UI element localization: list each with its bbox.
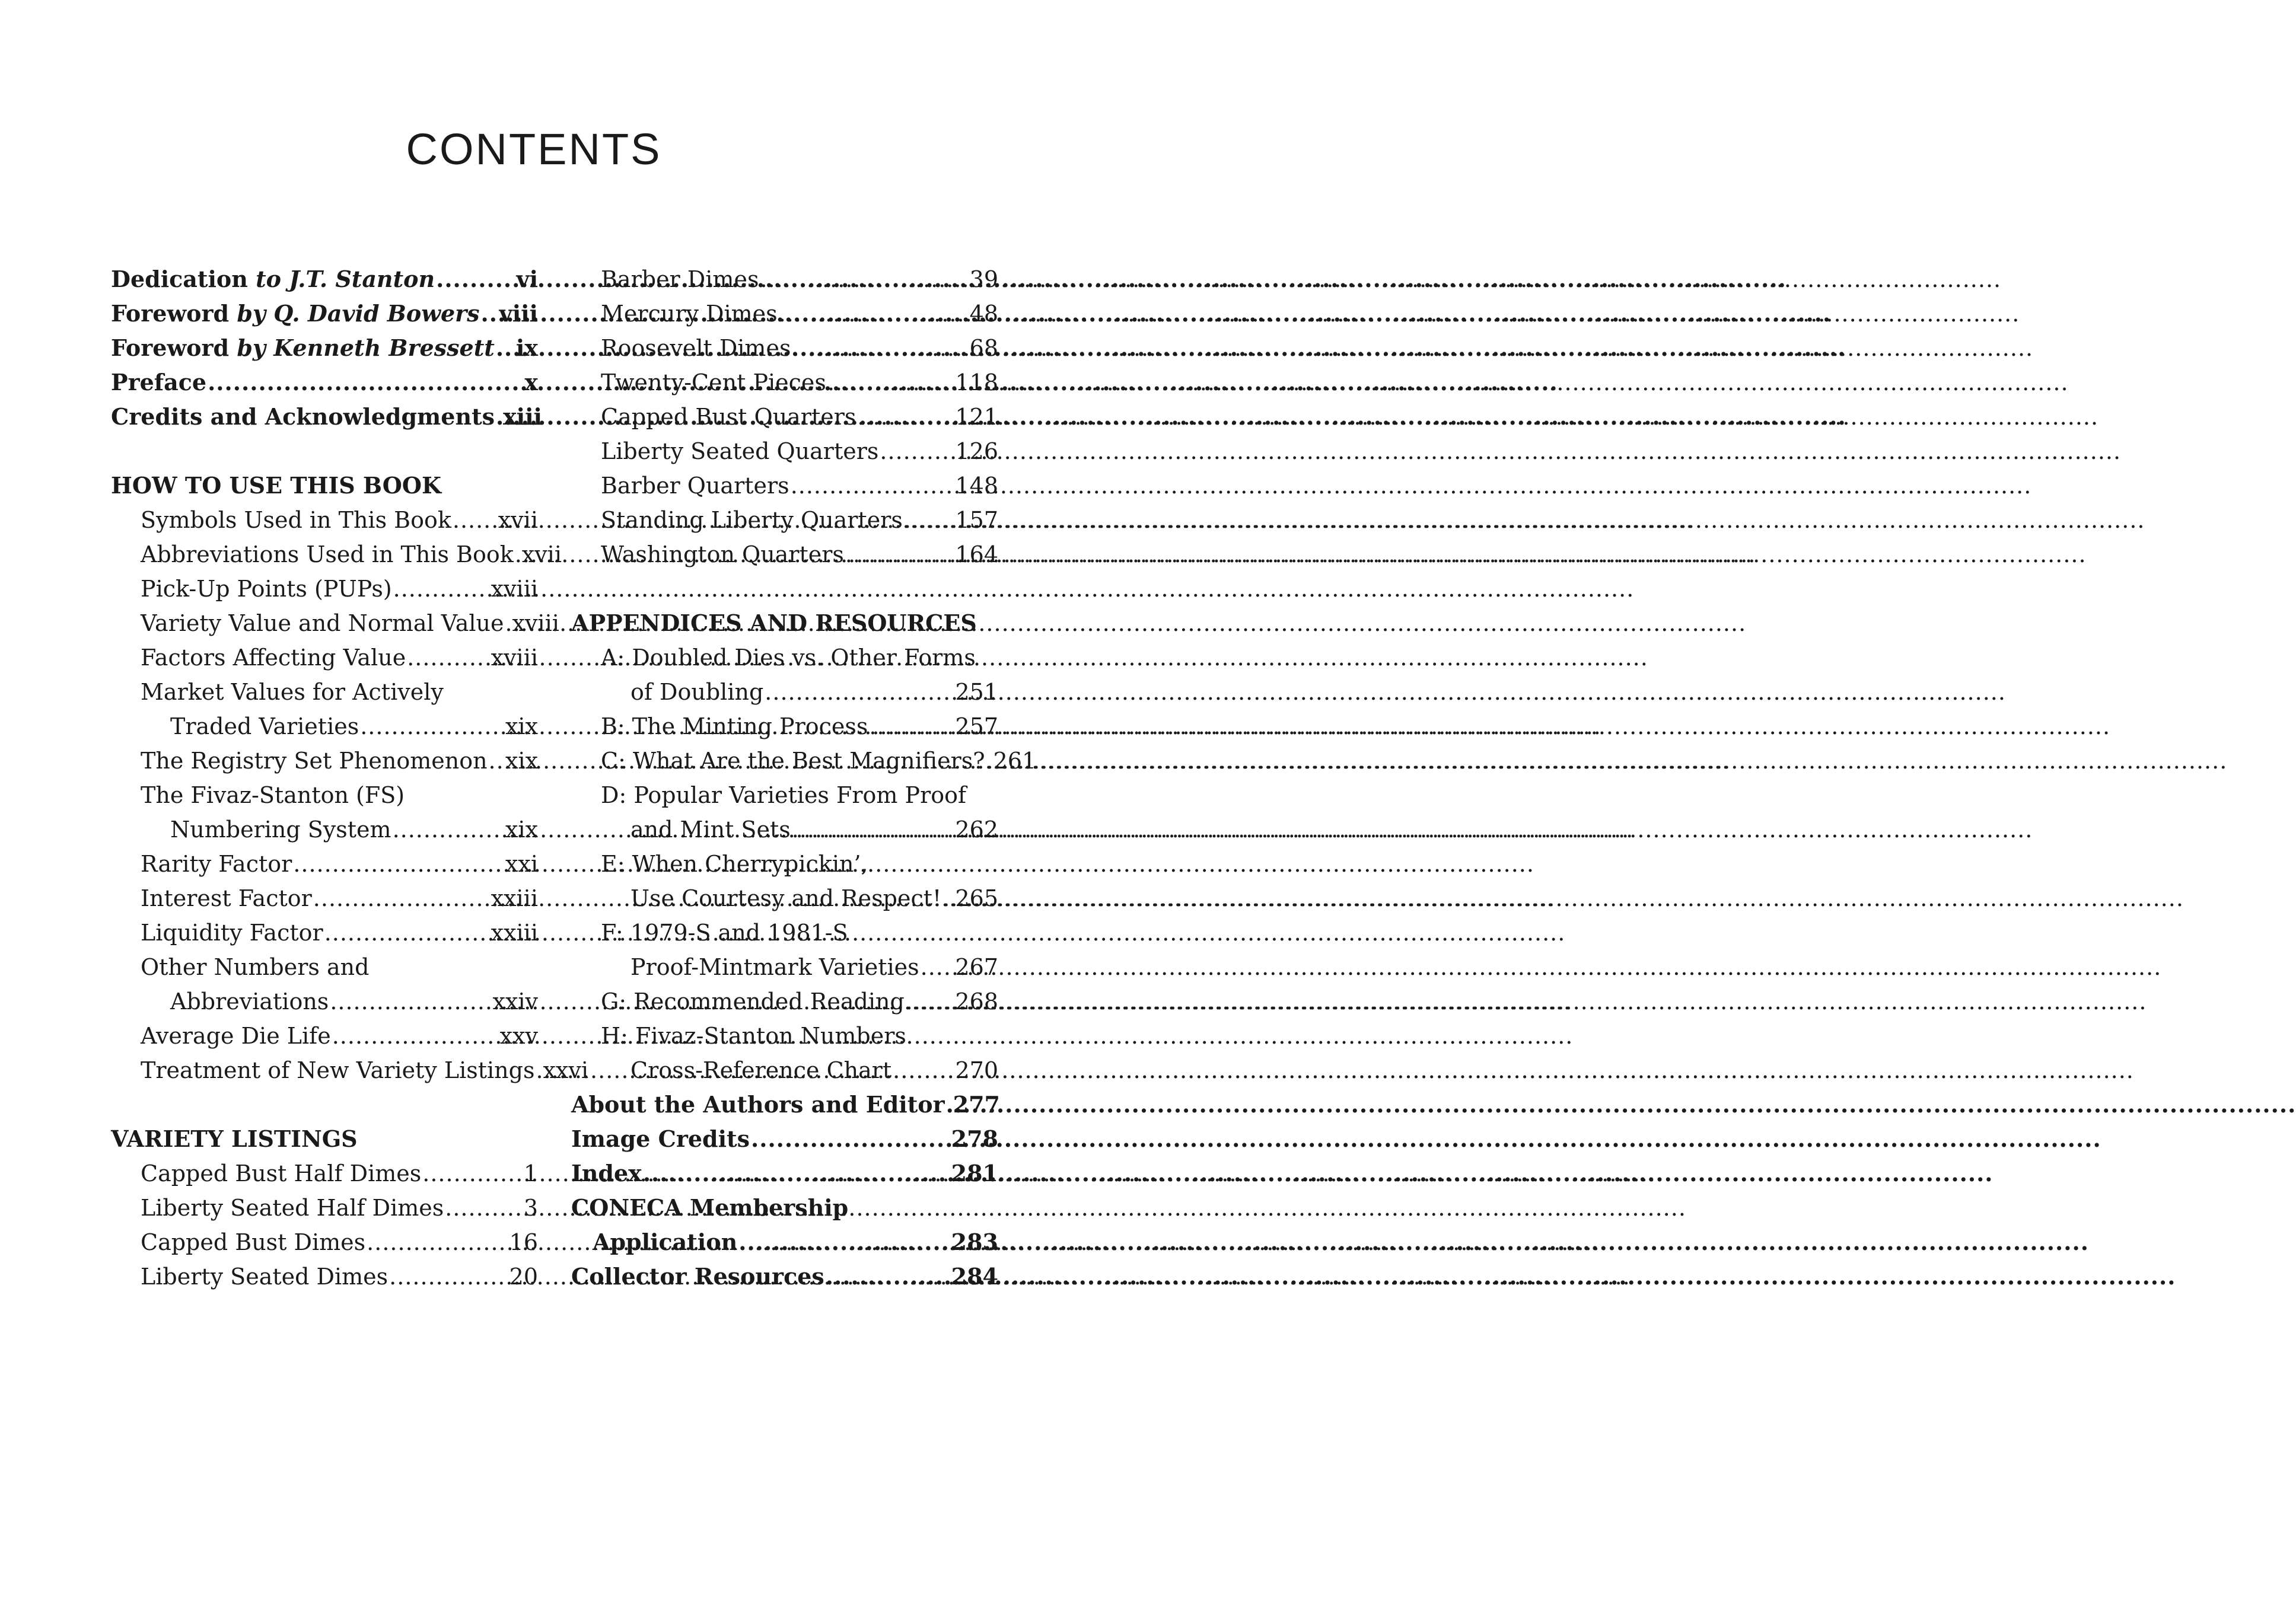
toc-entry[interactable] <box>111 1225 538 1259</box>
toc-entry-label: Average Die Life <box>141 1023 331 1049</box>
leader-dots <box>792 331 968 365</box>
leader-dots <box>845 537 954 572</box>
toc-entry-label: Cross-Reference Chart <box>630 1057 892 1083</box>
toc-entry-continuation[interactable] <box>571 881 998 916</box>
toc-page-number: xxi <box>505 851 538 877</box>
leader-dots <box>765 675 954 709</box>
toc-entry-dedication[interactable] <box>111 262 538 296</box>
toc-page-number: x <box>524 369 538 396</box>
leader-dots <box>436 262 515 296</box>
leader-dots <box>324 916 490 950</box>
toc-entry[interactable] <box>111 503 538 537</box>
toc-entry-label: Roosevelt Dimes <box>601 335 791 361</box>
toc-entry-label: Twenty-Cent Pieces <box>601 369 826 396</box>
contents-column-left <box>111 262 588 1294</box>
toc-entry[interactable] <box>571 296 998 331</box>
toc-entry[interactable] <box>571 503 998 537</box>
toc-entry-label: Capped Bust Half Dimes <box>141 1160 422 1187</box>
toc-entry[interactable] <box>111 916 538 950</box>
leader-dots <box>407 640 489 675</box>
toc-entry-continuation[interactable] <box>571 1053 998 1087</box>
toc-page-number: 262 <box>955 817 998 843</box>
toc-entry-label: and Mint Sets <box>630 817 791 843</box>
toc-entry-foreword-bressett[interactable] <box>111 331 538 365</box>
toc-page-number: 121 <box>955 404 998 430</box>
toc-entry-preface[interactable] <box>111 365 538 400</box>
toc-page-number: viii <box>499 300 538 327</box>
toc-entry-continuation[interactable] <box>571 950 998 984</box>
toc-page-number: 281 <box>951 1160 998 1187</box>
leader-dots <box>904 503 954 537</box>
toc-entry-label: Collector Resources <box>571 1263 824 1290</box>
toc-entry[interactable] <box>111 1053 588 1087</box>
toc-entry-label: B: The Minting Process <box>601 713 868 739</box>
toc-entry-continuation[interactable] <box>571 812 998 847</box>
toc-entry-label: The Fivaz-Stanton (FS) <box>141 782 405 808</box>
toc-entry-credits[interactable] <box>111 400 542 434</box>
section-heading-variety-listings: VARIETY LISTINGS <box>111 1125 358 1152</box>
toc-entry-label: About the Authors and Editor <box>571 1091 945 1118</box>
toc-entry-continuation[interactable] <box>111 984 538 1019</box>
toc-page-number: 157 <box>955 507 998 533</box>
toc-page-number: 284 <box>951 1263 998 1290</box>
leader-dots <box>921 950 954 984</box>
toc-entry-label: Foreword <box>111 334 230 361</box>
toc-page-number: 257 <box>955 713 998 739</box>
toc-entry-label: Other Numbers and <box>141 954 370 980</box>
toc-entry[interactable] <box>111 675 538 709</box>
toc-entry-label: Use Courtesy and Respect! <box>630 885 942 911</box>
toc-page-number: 16 <box>509 1229 538 1255</box>
toc-page-number: 48 <box>969 301 998 327</box>
toc-entry-label: F: 1979-S and 1981-S <box>601 920 848 946</box>
toc-entry-label: C: What Are the Best Magnifiers? <box>601 748 985 774</box>
toc-entry-label: Index <box>571 1160 642 1187</box>
toc-entry-label: D: Popular Varieties From Proof <box>601 782 967 808</box>
toc-page-number: 261 <box>993 748 1037 774</box>
toc-entry-label: Washington Quarters <box>601 541 844 567</box>
toc-entry-label: Capped Bust Quarters <box>601 404 856 430</box>
toc-entry[interactable] <box>111 950 538 984</box>
toc-entry[interactable] <box>111 744 538 778</box>
toc-entry[interactable] <box>571 744 1037 778</box>
toc-page-number: 68 <box>969 335 998 361</box>
toc-entry[interactable] <box>571 640 998 675</box>
toc-page-number: 118 <box>955 369 998 396</box>
toc-page-number: 283 <box>951 1229 998 1255</box>
toc-page-number: xvii <box>498 507 538 533</box>
toc-page-number: 126 <box>955 438 998 464</box>
toc-page-number: xxiv <box>492 988 538 1015</box>
toc-entry-continuation[interactable] <box>571 1225 998 1259</box>
leader-dots <box>906 984 954 1019</box>
leader-dots <box>360 709 504 744</box>
toc-page-number: 148 <box>955 473 998 499</box>
toc-entry-label: Abbreviations Used in This Book <box>141 541 514 567</box>
toc-entry-about-authors[interactable] <box>571 1087 998 1122</box>
toc-page-number: xvii <box>521 541 562 567</box>
toc-entry-label: Numbering System <box>170 817 391 843</box>
toc-page-number: 3 <box>523 1195 538 1221</box>
leader-dots <box>893 1053 954 1087</box>
toc-entry[interactable] <box>571 331 998 365</box>
toc-entry[interactable] <box>571 709 998 744</box>
toc-entry-label: Traded Varieties <box>170 713 359 739</box>
toc-entry[interactable] <box>111 606 559 640</box>
toc-entry-label: H: Fivaz-Stanton Numbers <box>601 1023 906 1049</box>
toc-page-number: 251 <box>955 679 998 705</box>
leader-dots <box>367 1225 508 1259</box>
leader-dots <box>389 1259 508 1294</box>
leader-dots <box>857 400 954 434</box>
toc-page-number: xix <box>505 748 538 774</box>
toc-entry[interactable] <box>111 572 538 606</box>
toc-page-number: xxiii <box>491 885 538 911</box>
leader-dots <box>445 1191 523 1225</box>
toc-page-number: 267 <box>955 954 998 980</box>
leader-dots <box>869 709 954 744</box>
toc-page-number: xviii <box>491 576 538 602</box>
leader-dots <box>827 365 954 400</box>
toc-entry-index[interactable] <box>571 1156 998 1191</box>
leader-dots <box>393 572 490 606</box>
toc-entry-label: Application <box>593 1229 738 1255</box>
leader-dots <box>505 606 511 640</box>
toc-entry-collector-resources[interactable] <box>571 1259 998 1294</box>
leader-dots <box>986 744 992 778</box>
contents-column-right <box>571 262 1037 1294</box>
leader-dots <box>942 881 954 916</box>
leader-dots <box>489 744 504 778</box>
toc-entry[interactable] <box>111 881 538 916</box>
toc-entry-label: of Doubling <box>630 679 764 705</box>
toc-entry-label: A: Doubled Dies vs. Other Forms <box>601 645 976 671</box>
toc-entry[interactable] <box>571 916 998 950</box>
toc-page-number: 164 <box>955 541 998 567</box>
toc-entry-label: Credits and Acknowledgments <box>111 403 495 430</box>
toc-entry[interactable] <box>571 847 998 881</box>
toc-entry[interactable] <box>571 365 998 400</box>
toc-entry-label: Proof-Mintmark Varieties <box>630 954 919 980</box>
leader-dots <box>208 365 523 400</box>
toc-entry[interactable] <box>111 640 538 675</box>
toc-entry-label: Treatment of New Variety Listings <box>141 1057 535 1083</box>
toc-page-number: 277 <box>953 1091 1000 1118</box>
leader-dots <box>760 262 968 296</box>
toc-page-number: 278 <box>951 1125 998 1152</box>
leader-dots <box>779 296 969 331</box>
toc-entry[interactable] <box>571 1019 998 1053</box>
toc-entry-label: Liberty Seated Quarters <box>601 438 879 464</box>
leader-dots <box>738 1225 950 1259</box>
leader-dots <box>293 847 504 881</box>
leader-dots <box>880 434 954 468</box>
toc-entry-label: E: When Cherrypickin’, <box>601 851 868 877</box>
leader-dots <box>751 1122 950 1156</box>
toc-entry-image-credits[interactable] <box>571 1122 998 1156</box>
toc-entry[interactable] <box>111 1191 538 1225</box>
toc-entry-label: Variety Value and Normal Value <box>141 610 504 636</box>
leader-dots <box>313 881 490 916</box>
toc-entry[interactable] <box>111 537 562 572</box>
toc-page-number: ix <box>515 334 538 361</box>
toc-page-number: 270 <box>955 1057 998 1083</box>
toc-entry-continuation[interactable] <box>111 709 538 744</box>
page-title: CONTENTS <box>406 125 662 174</box>
leader-dots <box>330 984 491 1019</box>
toc-entry-label: Liberty Seated Half Dimes <box>141 1195 444 1221</box>
toc-entry-label: Factors Affecting Value <box>141 645 406 671</box>
toc-entry-label: Symbols Used in This Book <box>141 507 451 533</box>
toc-entry[interactable] <box>111 1259 538 1294</box>
leader-dots <box>332 1019 499 1053</box>
leader-dots <box>422 1156 523 1191</box>
toc-page-number: 1 <box>523 1160 538 1187</box>
toc-entry-label: Standing Liberty Quarters <box>601 507 903 533</box>
toc-page-number: xiii <box>503 403 542 430</box>
toc-entry[interactable] <box>111 1156 538 1191</box>
toc-entry-label: Foreword <box>111 300 230 327</box>
toc-entry-label: Mercury Dimes <box>601 301 778 327</box>
toc-entry-label: Abbreviations <box>170 988 329 1015</box>
leader-dots <box>643 1156 950 1191</box>
toc-entry[interactable] <box>571 400 998 434</box>
leader-dots <box>496 331 515 365</box>
toc-page-number: 265 <box>955 885 998 911</box>
toc-page-number: 268 <box>955 988 998 1015</box>
toc-entry-italic: by Q. David Bowers <box>237 300 480 327</box>
toc-entry-label: Barber Dimes <box>601 266 759 292</box>
toc-page-number: 20 <box>509 1264 538 1290</box>
toc-entry-italic: by Kenneth Bressett <box>237 334 495 361</box>
leader-dots <box>481 296 498 331</box>
toc-entry-label: Pick-Up Points (PUPs) <box>141 576 392 602</box>
leader-dots <box>792 812 954 847</box>
toc-page-number: 39 <box>969 266 998 292</box>
toc-entry[interactable] <box>571 468 998 503</box>
toc-page-number: xviii <box>512 610 559 636</box>
spacer <box>111 434 538 468</box>
toc-entry-label: CONECA Membership <box>571 1194 849 1221</box>
toc-page-number: xviii <box>491 645 538 671</box>
toc-entry-continuation[interactable] <box>111 812 538 847</box>
spacer <box>571 572 998 606</box>
section-heading-appendices: APPENDICES AND RESOURCES <box>571 610 977 636</box>
toc-entry-label: G: Recommended Reading <box>601 988 905 1015</box>
toc-page-number: xxiii <box>491 920 538 946</box>
toc-entry-label: Image Credits <box>571 1125 750 1152</box>
leader-dots <box>515 537 521 572</box>
toc-entry[interactable] <box>571 262 998 296</box>
toc-entry-label: Dedication <box>111 266 248 292</box>
toc-entry[interactable] <box>111 778 538 812</box>
toc-page-number: xxv <box>499 1023 538 1049</box>
toc-entry-italic: to J.T. Stanton <box>256 266 435 292</box>
leader-dots <box>393 812 504 847</box>
toc-entry-label: Barber Quarters <box>601 473 789 499</box>
toc-entry-label: Market Values for Actively <box>141 679 444 705</box>
toc-entry-label: Preface <box>111 369 207 396</box>
toc-entry-label: Liberty Seated Dimes <box>141 1264 388 1290</box>
toc-entry[interactable] <box>571 537 998 572</box>
toc-page-number: vi <box>516 266 538 292</box>
leader-dots <box>826 1259 950 1294</box>
toc-page-number: xix <box>505 817 538 843</box>
toc-entry-coneca[interactable] <box>571 1191 998 1225</box>
toc-entry-label: Rarity Factor <box>141 851 292 877</box>
spacer <box>111 1087 538 1122</box>
toc-entry[interactable] <box>571 434 998 468</box>
leader-dots <box>453 503 497 537</box>
leader-dots <box>946 1087 952 1122</box>
leader-dots <box>536 1053 542 1087</box>
section-heading-how-to-use: HOW TO USE THIS BOOK <box>111 472 441 499</box>
toc-entry[interactable] <box>111 1019 538 1053</box>
toc-entry-label: The Registry Set Phenomenon <box>141 748 488 774</box>
toc-page-number: xix <box>505 713 538 739</box>
toc-entry-label: Capped Bust Dimes <box>141 1229 366 1255</box>
toc-entry[interactable] <box>111 847 538 881</box>
toc-entry-continuation[interactable] <box>571 675 998 709</box>
leader-dots <box>496 400 502 434</box>
toc-entry-label: Interest Factor <box>141 885 312 911</box>
toc-page-number: xxvi <box>543 1057 588 1083</box>
toc-entry-label: Liquidity Factor <box>141 920 323 946</box>
toc-entry-foreword-bowers[interactable] <box>111 296 538 331</box>
leader-dots <box>791 468 954 503</box>
toc-entry[interactable] <box>571 778 998 812</box>
toc-entry[interactable] <box>571 984 998 1019</box>
